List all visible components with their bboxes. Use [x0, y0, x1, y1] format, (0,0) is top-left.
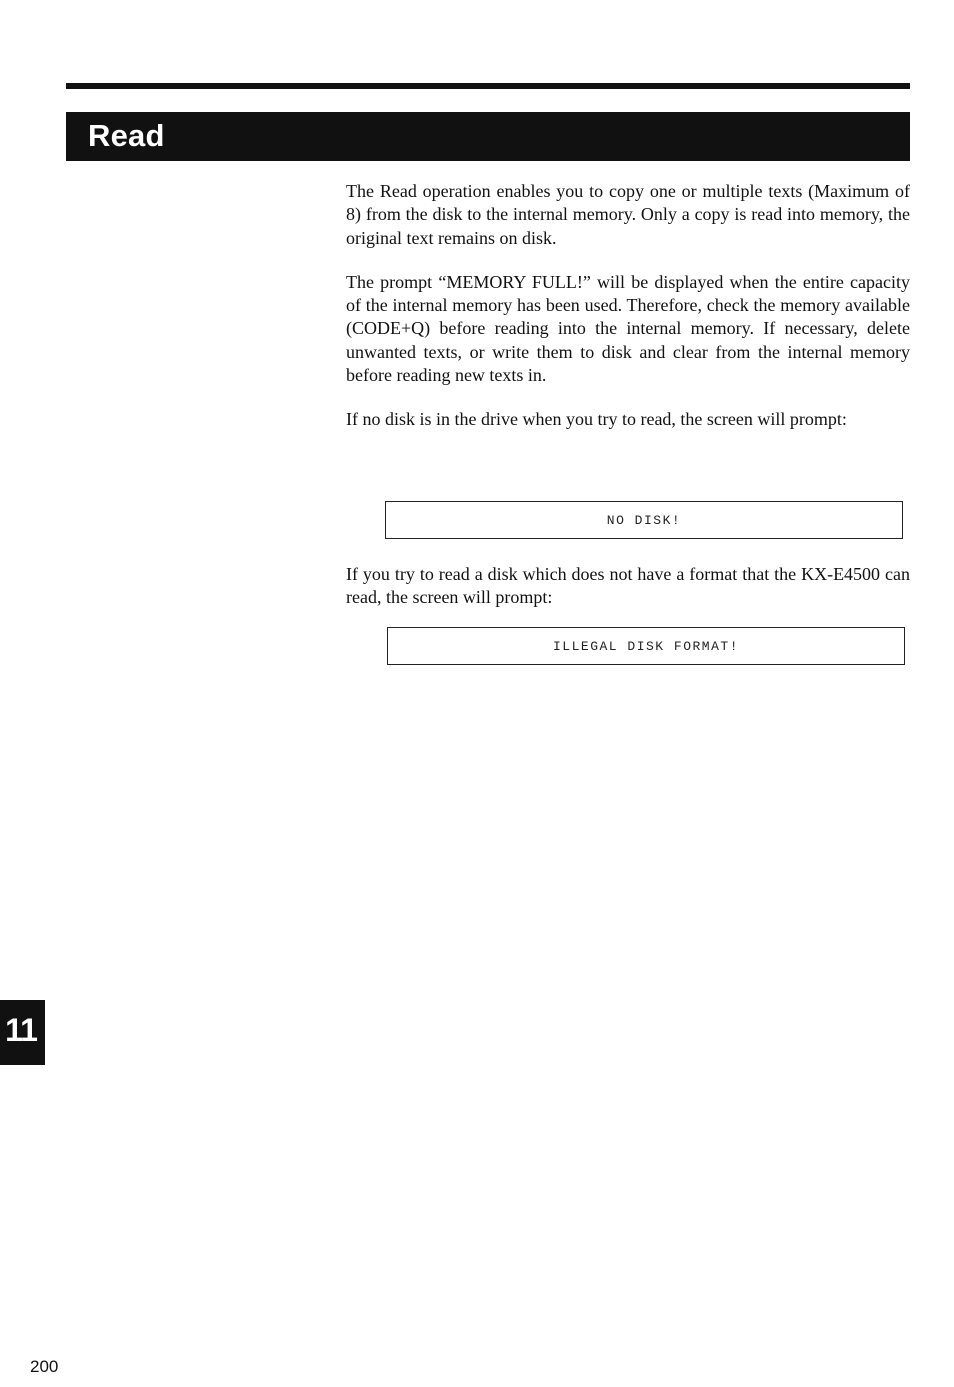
chapter-number: 11: [5, 1012, 37, 1048]
paragraph-illegal-format: If you try to read a disk which does not have a format that the KX-E4500 can read, the screen will prompt:: [346, 564, 910, 608]
paragraph-no-disk: If no disk is in the drive when you try to read, the screen will prompt:: [346, 409, 847, 430]
section-title: Read: [88, 118, 165, 153]
body-text-continued: [346, 563, 910, 610]
screen-prompt-illegal-disk-format: [387, 627, 905, 665]
screen-prompt-text: ILLEGAL DISK FORMAT!: [552, 638, 740, 654]
section-title-bar: [66, 112, 910, 161]
body-text: [346, 180, 910, 432]
page-number: 200: [30, 1357, 59, 1376]
paragraph-memory-full: The prompt “MEMORY FULL!” will be displayed when the entire capacity of the internal memory has been used. Therefore, check the memory available (CODE+Q) before reading into the internal memory. If necessary, delete unwanted texts, or write them to disk and clear from the internal memory before reading new texts in.: [346, 271, 910, 386]
screen-prompt-no-disk: [385, 501, 903, 539]
screen-prompt-text: NO DISK!: [606, 512, 682, 528]
paragraph-read-operation: The Read operation enables you to copy one or multiple texts (Maximum of 8) from the disk to the internal memory. Only a copy is read into memory, the original text remains on disk.: [346, 181, 910, 248]
top-rule: [66, 83, 910, 89]
chapter-tab: [0, 1000, 45, 1065]
